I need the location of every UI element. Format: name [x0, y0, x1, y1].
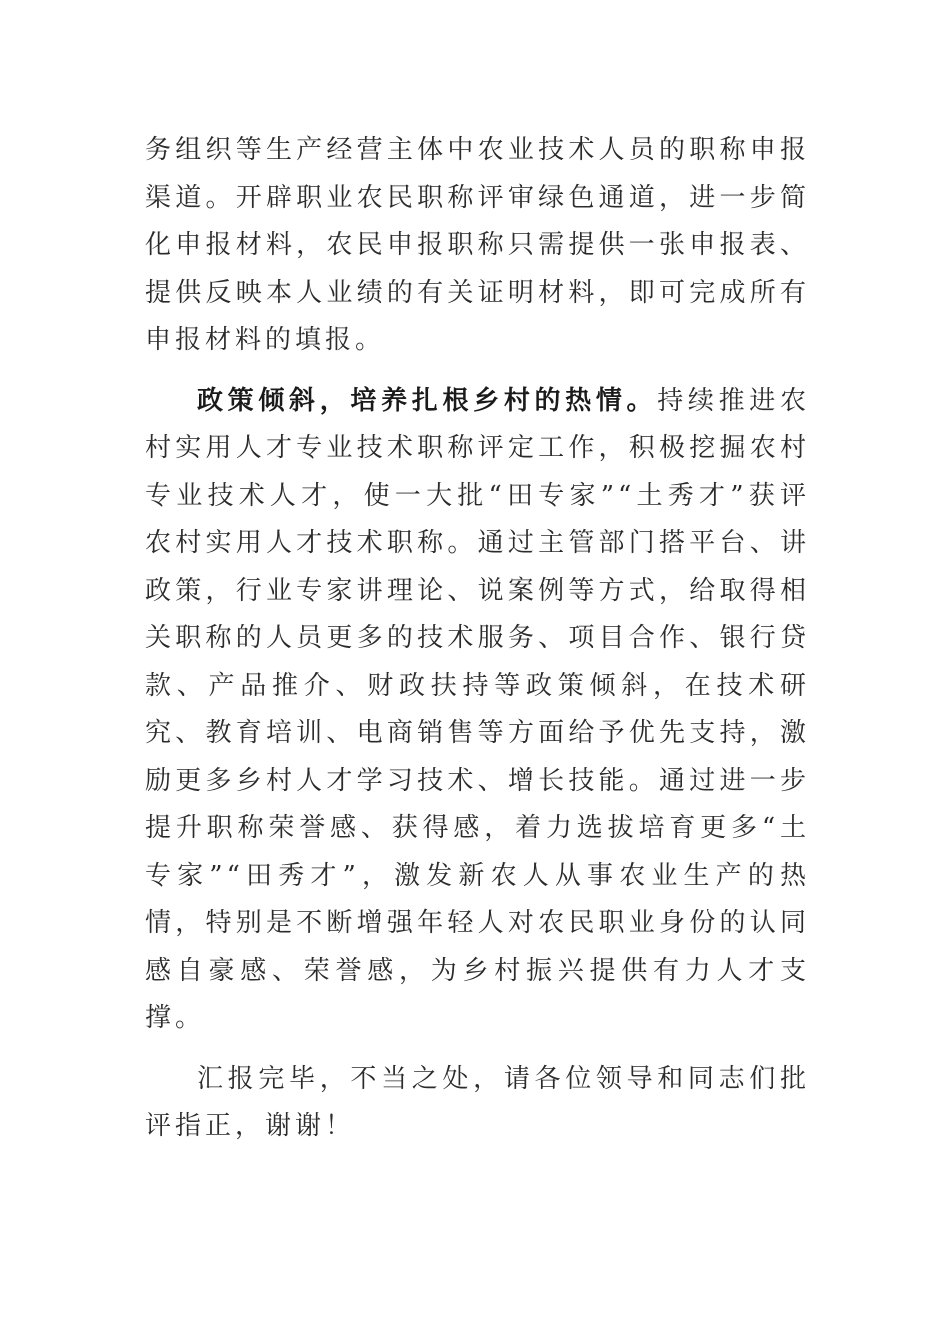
paragraph-closing	[145, 1056, 810, 1151]
paragraph-text: 汇报完毕，不当之处，请各位领导和同志们批评指正，谢谢！	[145, 1063, 810, 1141]
document-body	[145, 127, 810, 1151]
paragraph-text: 务组织等生产经营主体中农业技术人员的职称申报渠道。开辟职业农民职称评审绿色通道，进一步简化申报材料，农民申报职称只需提供一张申报表、提供反映本人业绩的有关证明材料，即可完成所有申报材料的填报。	[145, 135, 810, 355]
paragraph-continuation	[145, 127, 810, 365]
paragraph-lead-heading: 政策倾斜，培养扎根乡村的热情。	[197, 385, 658, 416]
paragraph-text: 持续推进农村实用人才专业技术职称评定工作，积极挖掘农村专业技术人才，使一大批“田专家”“土秀才”获评农村实用人才技术职称。通过主管部门搭平台、讲政策，行业专家讲理论、说案例等方式，给取得相关职称的人员更多的技术服务、项目合作、银行贷款、产品推介、财政扶持等政策倾斜，在技术研究、教育培训、电商销售等方面给予优先支持，激励更多乡村人才学习技术、增长技能。通过进一步提升职称荣誉感、获得感，着力选拔培育更多“土专家”“田秀才”，激发新农人从事农业生产的热情，特别是不断增强年轻人对农民职业身份的认同感自豪感、荣誉感，为乡村振兴提供有力人才支撑。	[145, 385, 810, 1033]
paragraph-policy	[145, 378, 810, 1043]
